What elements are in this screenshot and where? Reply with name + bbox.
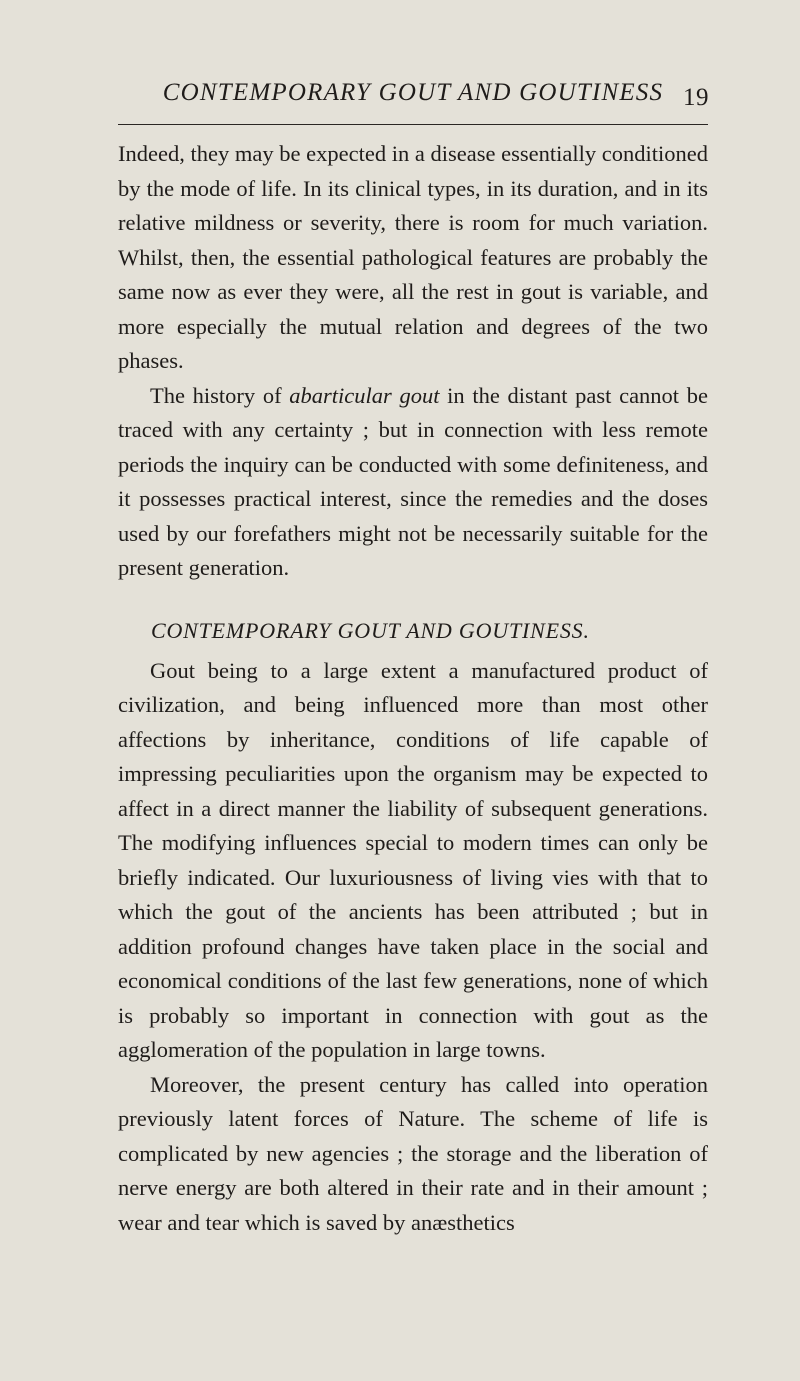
paragraph-2-start: The history of [150, 382, 290, 408]
paragraph-2-end: in the distant past cannot be traced with any certainty ; but in connection with less remote periods the inquiry can be conducted with some definiteness, and it possesses practical interest, since the remedies and the doses used by our forefathers might not be necessarily suitable for the present generation. [118, 382, 708, 580]
running-title: CONTEMPORARY GOUT AND GOUTINESS [162, 79, 664, 106]
paragraph-2 [118, 379, 708, 586]
running-header [118, 78, 708, 125]
paragraph-3: Gout being to a large extent a manufactured product of civilization, and being influenced more than most other affections by inheritance, conditions of life capable of impressing peculiarities upon the organism may be expected to affect in a direct manner the liability of subsequent generations. The modifying influences special to modern times can only be briefly indicated. Our luxuriousness of living vies with that to which the gout of the ancients has been attributed ; but in addition profound changes have taken place in the social and economical conditions of the last few generations, none of which is probably so important in connection with gout as the agglomeration of the population in large towns. [118, 657, 708, 1062]
paragraph-1: Indeed, they may be expected in a disease essentially conditioned by the mode of life. In its clinical types, in its duration, and in its relative mildness or severity, there is room for much variation. Whilst, then, the essential pathological features are probably the same now as ever they were, all the rest in gout is variable, and more especially the mutual relation and degrees of the two phases. [118, 141, 708, 373]
paragraph-4: Moreover, the present century has called into operation previously latent forces of Nature. The scheme of life is complicated by new agencies ; the storage and the liberation of nerve energy are both altered in their rate and in their amount ; wear and tear which is saved by anæsthetics [118, 1071, 708, 1235]
italic-term: abarticular gout [289, 382, 440, 408]
section-heading: CONTEMPORARY GOUT AND GOUTINESS. [151, 617, 590, 643]
page-number: 19 [683, 84, 709, 111]
